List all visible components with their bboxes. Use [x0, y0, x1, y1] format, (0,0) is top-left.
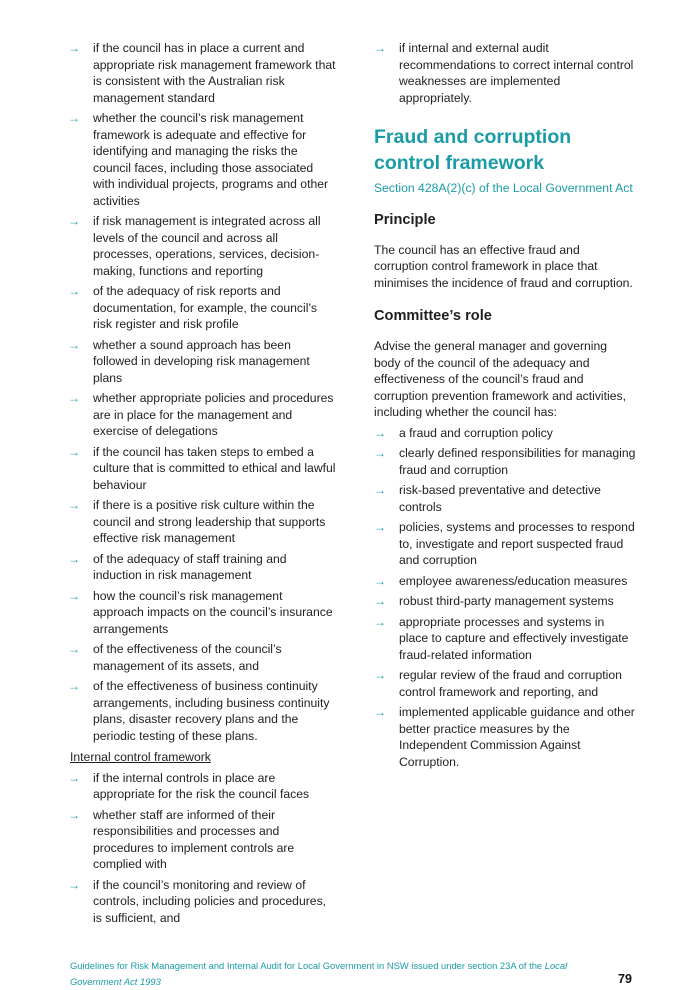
principle-text: The council has an effective fraud and corruption control framework in place that minimises the incidence of fraud and corruption. [374, 242, 633, 290]
list-item [374, 40, 636, 106]
right-column [374, 40, 636, 774]
arrow-right-icon: → [374, 705, 386, 719]
list-item-text: risk-based preventative and detective controls [399, 483, 601, 514]
list-item-text: of the effectiveness of the council’s management of its assets, and [93, 642, 282, 673]
list-item-text: a fraud and corruption policy [399, 425, 553, 440]
list-item [374, 445, 636, 478]
arrow-right-icon: → [68, 588, 80, 603]
list-item [68, 551, 336, 584]
arrow-right-icon: → [374, 668, 386, 682]
arrow-right-icon: → [68, 391, 80, 405]
list-item [374, 704, 636, 770]
list-item-text: appropriate processes and systems in place to capture and effectively investigate fraud-related information [399, 614, 629, 662]
principle-heading: Principle [374, 211, 436, 228]
list-item [68, 110, 336, 209]
list-item-text: how the council’s risk management approach impacts on the council’s insurance arrangements [93, 588, 333, 636]
list-item [68, 678, 336, 744]
arrow-right-icon: → [374, 425, 386, 440]
arrow-right-icon: → [68, 41, 80, 55]
list-item [68, 337, 336, 387]
list-item-text: robust third-party management systems [399, 594, 614, 608]
arrow-right-icon: → [374, 41, 386, 55]
arrow-right-icon: → [68, 807, 80, 822]
section-reference: Section 428A(2)(c) of the Local Government Act [374, 181, 633, 195]
page-number: 79 [618, 972, 632, 986]
list-item-text: if the council’s monitoring and review of controls, including policies and procedures, is sufficient, and [93, 877, 327, 925]
list-item-text: if the council has in place a current and appropriate risk management framework that is consistent with the Australian risk management standard [93, 41, 336, 105]
list-item-text: of the effectiveness of business continuity arrangements, including business continuity plans, disaster recovery plans and the periodic testing of these plans. [93, 679, 330, 743]
arrow-right-icon: → [374, 573, 386, 588]
list-item-text: if the internal controls in place are appropriate for the risk the council faces [93, 770, 310, 801]
arrow-right-icon: → [68, 642, 80, 656]
arrow-right-icon: → [374, 594, 386, 608]
arrow-right-icon: → [68, 679, 80, 693]
fraud-corruption-heading: Fraud and corruption control framework [374, 126, 572, 174]
list-item-text: if there is a positive risk culture within the council and strong leadership that supports effective risk management [93, 498, 326, 545]
list-item [374, 667, 636, 700]
arrow-right-icon: → [374, 614, 386, 629]
footer-text: Guidelines for Risk Management and Internal Audit for Local Government in NSW issued under section 23A of the [70, 960, 543, 971]
arrow-right-icon: → [68, 214, 80, 228]
list-item [68, 497, 336, 547]
list-item [374, 573, 636, 590]
list-item [68, 770, 336, 803]
list-item-text: whether a sound approach has been followed in developing risk management plans [93, 337, 310, 385]
list-item [68, 877, 336, 927]
list-item [68, 641, 336, 674]
list-item-text: implemented applicable guidance and other better practice measures by the Independent Commission Against Corruption. [399, 705, 635, 769]
internal-control-list [68, 770, 336, 927]
committee-role-heading: Committee’s role [374, 308, 492, 324]
arrow-right-icon: → [68, 551, 80, 566]
footer-act-title: Local Government Act 1993 [70, 960, 568, 987]
committee-role-text: Advise the general manager and governing body of the council of the adequacy and effectiveness of the council’s fraud and corruption prevention framework and activities, including whether the council has: [374, 339, 626, 419]
list-item [374, 425, 636, 442]
list-item [68, 213, 336, 279]
list-item [68, 283, 336, 333]
audit-list [374, 40, 636, 106]
list-item [68, 588, 336, 638]
list-item-text: policies, systems and processes to respond to, investigate and report suspected fraud and corruption [399, 520, 635, 567]
list-item [374, 519, 636, 569]
list-item [374, 593, 636, 610]
list-item [374, 614, 636, 664]
arrow-right-icon: → [68, 444, 80, 459]
risk-management-list [68, 40, 336, 744]
fraud-control-list [374, 425, 636, 771]
arrow-right-icon: → [68, 337, 80, 352]
list-item [68, 40, 336, 106]
list-item-text: whether the council’s risk management framework is adequate and effective for identifying and managing the risks the council faces, including those associated with individual projects, programs and other activities [93, 111, 329, 208]
left-column [68, 40, 336, 930]
list-item-text: clearly defined responsibilities for managing fraud and corruption [399, 446, 636, 477]
arrow-right-icon: → [68, 284, 80, 298]
list-item-text: regular review of the fraud and corruption control framework and reporting, and [399, 668, 622, 699]
arrow-right-icon: → [68, 498, 80, 512]
list-item [68, 390, 336, 440]
page-footer [70, 958, 610, 990]
list-item [68, 807, 336, 873]
list-item-text: whether appropriate policies and procedures are in place for the management and exercise of delegations [93, 391, 334, 438]
arrow-right-icon: → [374, 483, 386, 497]
arrow-right-icon: → [68, 877, 80, 892]
list-item-text: if internal and external audit recommendations to correct internal control weaknesses are implemented appropriately. [399, 41, 634, 105]
arrow-right-icon: → [68, 111, 80, 125]
list-item-text: whether staff are informed of their responsibilities and processes and procedures to implement controls are complied with [93, 807, 295, 871]
list-item-text: of the adequacy of staff training and induction in risk management [93, 551, 287, 582]
list-item [374, 482, 636, 515]
list-item [68, 444, 336, 494]
arrow-right-icon: → [68, 770, 80, 785]
internal-control-subheading: Internal control framework [70, 750, 211, 764]
arrow-right-icon: → [374, 446, 386, 460]
list-item-text: employee awareness/education measures [399, 573, 628, 588]
list-item-text: of the adequacy of risk reports and documentation, for example, the council’s risk register and risk profile [93, 284, 318, 331]
list-item-text: if risk management is integrated across all levels of the council and across all processes, operations, services, decision-making, functions and reporting [93, 214, 321, 278]
list-item-text: if the council has taken steps to embed a culture that is committed to ethical and lawful behaviour [93, 444, 336, 492]
arrow-right-icon: → [374, 520, 386, 534]
